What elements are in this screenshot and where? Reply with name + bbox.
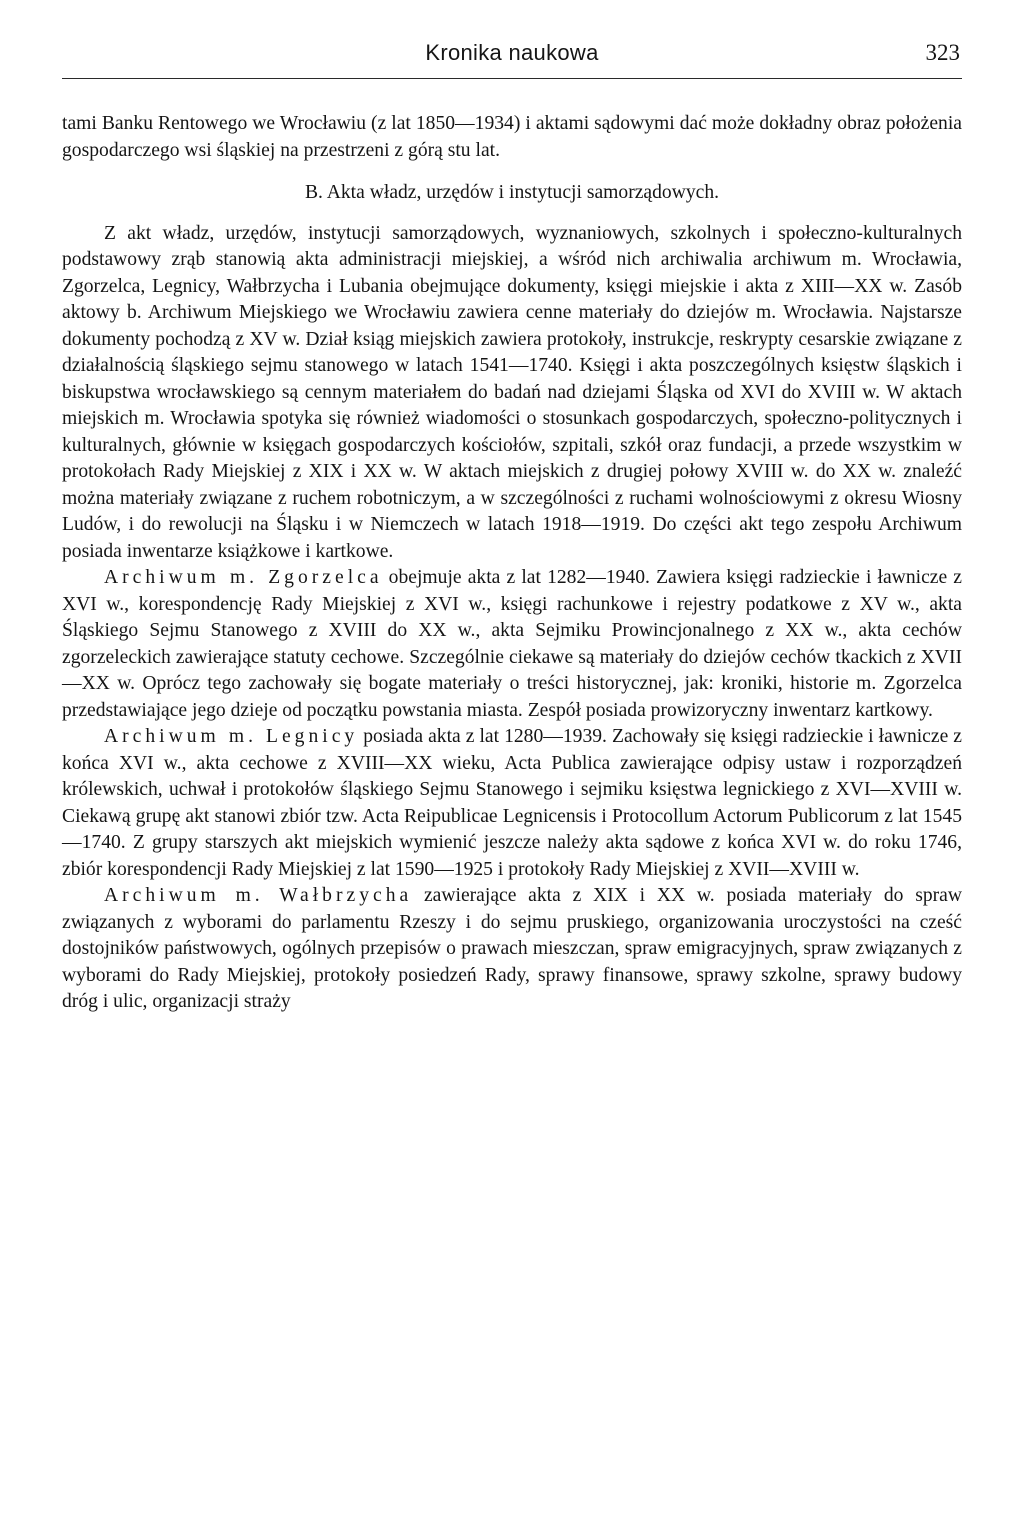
paragraph-zgorzelec-text: obejmuje akta z lat 1282—1940. Zawiera księgi radzieckie i ławnicze z XVI w., korespondencję Rady Miejskiej z XVI w., księgi rachunkowe i rejestry podatkowe z XV w., akta Śląskiego Sejmu Stanowego z XVIII do XX w., akta Sejmiku Prowincjonalnego z XX w., akta cechów zgorzeleckich zawierające statuty cechowe. Szczególnie ciekawe są materiały do dziejów cechów tkackich z XVII—XX w. Oprócz tego zachowały się bogate materiały o treści historycznej, jak: kroniki, historie m. Zgorzelca przedstawiające jego dzieje od początku powstania miasta. Zespół posiada prowizoryczny inwentarz kartkowy.: [62, 567, 962, 721]
archive-name-zgorzelec: Archiwum m. Zgorzelca: [104, 567, 383, 588]
paragraph-legnica-text: posiada akta z lat 1280—1939. Zachowały się księgi radzieckie i ławnicze z końca XVI w., akta cechowe z XVIII—XX wieku, Acta Publica zawierające odpisy ustaw i rozporządzeń królewskich, uchwał i protokołów śląskiego Sejmu Stanowego i sejmiku księstwa legnickiego z XVI—XVIII w. Ciekawą grupę akt stanowi zbiór tzw. Acta Reipublicae Legnicensis i Protocollum Actorum Publicorum z lat 1545—1740. Z grupy starszych akt miejskich wymienić jeszcze należy akta sądowe z końca XVI w. do roku 1746, zbiór korespondencji Rady Miejskiej z lat 1590—1925 i protokoły Rady Miejskiej z XVII—XVIII w.: [62, 726, 962, 880]
running-header: [62, 36, 962, 79]
archive-name-walbrzych: Archiwum m. Wałbrzycha: [104, 885, 413, 906]
page-number: 323: [925, 40, 960, 65]
archive-name-legnica: Archiwum m. Legnicy: [104, 726, 359, 747]
paragraph-continuation: tami Banku Rentowego we Wrocławiu (z lat 1850—1934) i aktami sądowymi dać może dokładny obraz położenia gospodarczego wsi śląskiej na przestrzeni z górą stu lat.: [62, 113, 962, 161]
running-title: Kronika naukowa: [425, 40, 599, 65]
document-page: [62, 36, 962, 1016]
paragraph-zgorzelec: [62, 565, 962, 724]
paragraph-legnica: [62, 724, 962, 883]
paragraph-walbrzych-text: zawierające akta z XIX i XX w. posiada materiały do spraw związanych z wyborami do parlamentu Rzeszy i do sejmu pruskiego, organizowania uroczystości na cześć dostojników państwowych, ogólnych przepisów o prawach mieszczan, spraw emigracyjnych, spraw związanych z wyborami do Rady Miejskiej, protokoły posiedzeń Rady, sprawy finansowe, sprawy szkolne, sprawy budowy dróg i ulic, organizacji straży: [62, 885, 962, 1012]
paragraph-walbrzych: [62, 883, 962, 1016]
paragraph-municipal-archives: Z akt władz, urzędów, instytucji samorządowych, wyznaniowych, szkolnych i społeczno-kulturalnych podstawowy zrąb stanowią akta administracji miejskiej, a wśród nich archiwalia archiwum m. Wrocławia, Zgorzelca, Legnicy, Wałbrzycha i Lubania obejmujące dokumenty, księgi miejskie i akta z XIII—XX w. Zasób aktowy b. Archiwum Miejskiego we Wrocławiu zawiera cenne materiały do dziejów m. Wrocławia. Najstarsze dokumenty pochodzą z XV w. Dział ksiąg miejskich zawiera protokoły, instrukcje, reskrypty cesarskie związane z działalnością śląskiego sejmu stanowego w latach 1541—1740. Księgi i akta poszczególnych księstw śląskich i biskupstwa wrocławskiego są cennym materiałem do badań nad dziejami Śląska od XVI do XVIII w. W aktach miejskich m. Wrocławia spotyka się również wiadomości o stosunkach gospodarczych, społeczno-politycznych i kulturalnych, głównie w księgach gospodarczych kościołów, szpitali, szkół oraz fundacji, a przede wszystkim w protokołach Rady Miejskiej z XIX i XX w. W aktach miejskich z drugiej połowy XVIII w. do XX w. znaleźć można materiały związane z ruchem robotniczym, a w szczególności z ruchami wolnościowymi z okresu Wiosny Ludów, i do rewolucji na Śląsku i w Niemczech w latach 1918—1919. Do części akt tego zespołu Archiwum posiada inwentarze książkowe i kartkowe.: [62, 222, 962, 562]
section-heading: B. Akta władz, urzędów i instytucji samorządowych.: [304, 182, 720, 203]
article-body: [62, 111, 962, 1016]
